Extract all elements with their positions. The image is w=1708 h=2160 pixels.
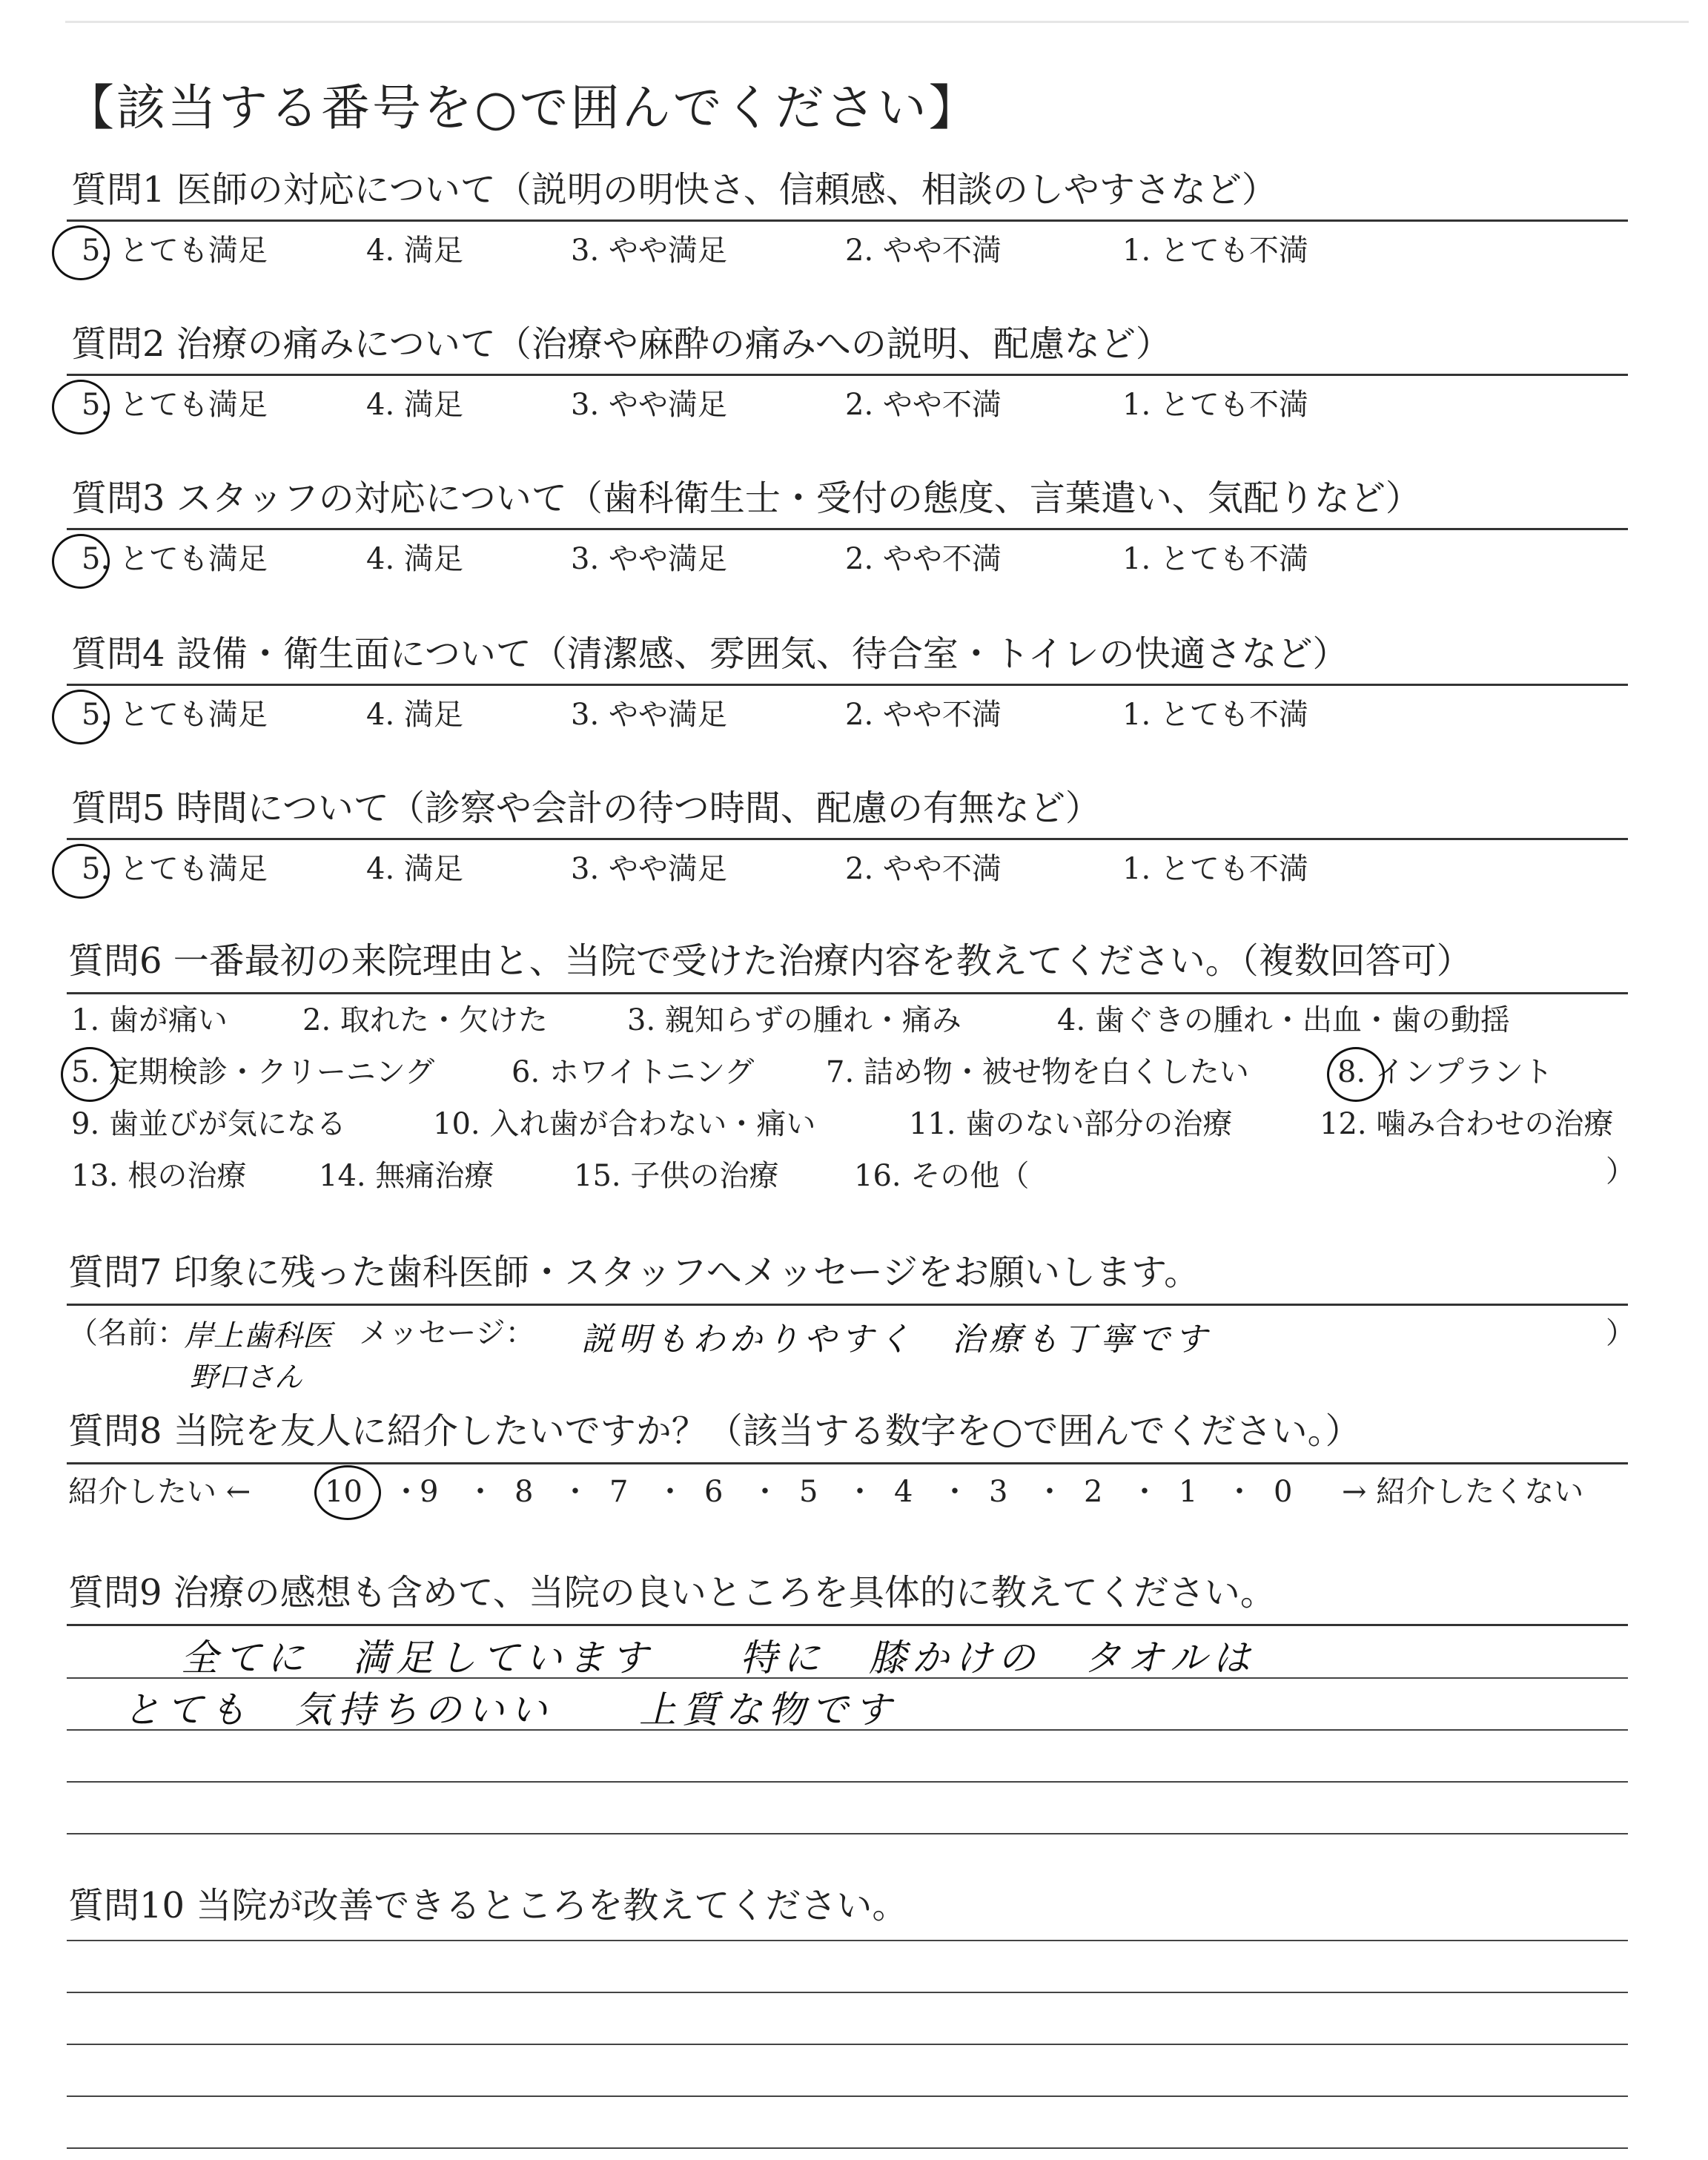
q9-label: 質問9 治療の感想も含めて、当院の良いところを具体的に教えてください。 <box>68 1572 1276 1614</box>
q7-name-prefix: （名前： <box>68 1316 187 1350</box>
q6-option[interactable]: 2. 取れた・欠けた <box>302 1003 548 1037</box>
q8-scale-7[interactable]: 7 <box>609 1475 629 1509</box>
q8-scale-0[interactable]: 0 <box>1274 1475 1293 1509</box>
q8-scale-separator: ・ <box>391 1475 421 1509</box>
q8-scale-separator: ・ <box>940 1475 970 1509</box>
q1-option-3[interactable]: 3. やや満足 <box>571 234 727 268</box>
q2-rule <box>67 374 1628 376</box>
q1-option-4[interactable]: 4. 満足 <box>366 234 463 268</box>
q2-option-3[interactable]: 3. やや満足 <box>571 388 727 422</box>
q6-option[interactable]: 1. 歯が痛い <box>71 1003 228 1037</box>
q8-scale-2[interactable]: 2 <box>1084 1475 1103 1509</box>
q6-option[interactable]: 3. 親知らずの腫れ・痛み <box>627 1003 961 1037</box>
q3-selection-circle <box>52 534 110 589</box>
q6-option[interactable]: 4. 歯ぐきの腫れ・出血・歯の動揺 <box>1057 1003 1510 1037</box>
q2-option-2[interactable]: 2. やや不満 <box>845 388 1002 422</box>
scan-edge-line <box>65 21 1689 23</box>
q6-option[interactable]: 13. 根の治療 <box>71 1159 247 1193</box>
q2-option-1[interactable]: 1. とても不満 <box>1122 388 1308 422</box>
q9-answer-handwritten-1[interactable]: 全てに 満足しています 特に 膝かけの タオルは <box>181 1636 1256 1680</box>
q8-scale-5[interactable]: 5 <box>799 1475 818 1509</box>
page-title: 【該当する番号を○で囲んでください】 <box>65 79 980 136</box>
q6-option[interactable]: 11. 歯のない部分の治療 <box>909 1107 1233 1141</box>
q4-label: 質問4 設備・衛生面について（清潔感、雰囲気、待合室・トイレの快適さなど） <box>71 633 1348 675</box>
q8-scale-separator: ・ <box>845 1475 875 1509</box>
q2-selection-circle <box>52 380 110 435</box>
q8-scale-9[interactable]: 9 <box>420 1475 439 1509</box>
q6-option[interactable]: 12. 噛み合わせの治療 <box>1320 1107 1614 1141</box>
q10-answer-line <box>67 2044 1628 2045</box>
q7-label: 質問7 印象に残った歯科医師・スタッフへメッセージをお願いします。 <box>68 1252 1200 1293</box>
q3-option-3[interactable]: 3. やや満足 <box>571 542 727 576</box>
q4-option-1[interactable]: 1. とても不満 <box>1122 698 1308 732</box>
q5-rule <box>67 838 1628 840</box>
q8-scale-separator: ・ <box>560 1475 590 1509</box>
q5-option-1[interactable]: 1. とても不満 <box>1122 852 1308 886</box>
q3-option-1[interactable]: 1. とても不満 <box>1122 542 1308 576</box>
q1-selection-circle <box>52 225 110 280</box>
q6-option[interactable]: 9. 歯並びが気になる <box>71 1107 346 1141</box>
q3-option-5[interactable]: 5. とても満足 <box>82 542 268 576</box>
q5-option-4[interactable]: 4. 満足 <box>366 852 463 886</box>
q8-left-label: 紹介したい ← <box>68 1475 251 1509</box>
q8-scale-6[interactable]: 6 <box>704 1475 724 1509</box>
q9-answer-line <box>67 1833 1628 1834</box>
q8-label: 質問8 当院を友人に紹介したいですか？（該当する数字を○で囲んでください。） <box>68 1410 1361 1452</box>
q8-scale-separator: ・ <box>750 1475 780 1509</box>
q6-selection-circle <box>61 1047 119 1102</box>
q2-option-4[interactable]: 4. 満足 <box>366 388 463 422</box>
q5-option-2[interactable]: 2. やや不満 <box>845 852 1002 886</box>
q7-rule <box>67 1304 1628 1306</box>
q6-rule <box>67 992 1628 994</box>
q6-option[interactable]: 16. その他（ <box>854 1159 1030 1193</box>
q6-option[interactable]: 7. 詰め物・被せ物を白くしたい <box>826 1055 1249 1089</box>
q1-option-1[interactable]: 1. とても不満 <box>1122 234 1308 268</box>
q9-rule <box>67 1624 1628 1626</box>
q8-scale-separator: ・ <box>1130 1475 1159 1509</box>
q8-scale-10[interactable]: 10 <box>325 1475 363 1509</box>
q9-answer-handwritten-2[interactable]: とても 気持ちのいい 上質な物です <box>123 1688 897 1731</box>
q1-label: 質問1 医師の対応について（説明の明快さ、信頼感、相談のしやすさなど） <box>71 169 1277 211</box>
q8-scale-3[interactable]: 3 <box>989 1475 1008 1509</box>
q8-selection-circle <box>314 1465 381 1520</box>
q6-label: 質問6 一番最初の来院理由と、当院で受けた治療内容を教えてください。（複数回答可） <box>68 940 1472 982</box>
q8-scale-8[interactable]: 8 <box>514 1475 534 1509</box>
q5-selection-circle <box>52 844 110 899</box>
q2-option-5[interactable]: 5. とても満足 <box>82 388 268 422</box>
q9-answer-line <box>67 1781 1628 1783</box>
q3-option-2[interactable]: 2. やや不満 <box>845 542 1002 576</box>
q4-rule <box>67 684 1628 686</box>
q10-answer-line <box>67 1992 1628 1993</box>
q5-label: 質問5 時間について（診察や会計の待つ時間、配慮の有無など） <box>71 787 1101 829</box>
q10-answer-line <box>67 1940 1628 1941</box>
q4-option-2[interactable]: 2. やや不満 <box>845 698 1002 732</box>
q3-option-4[interactable]: 4. 満足 <box>366 542 463 576</box>
q10-answer-line <box>67 2147 1628 2149</box>
q8-scale-separator: ・ <box>655 1475 685 1509</box>
q8-scale-1[interactable]: 1 <box>1179 1475 1198 1509</box>
q4-option-4[interactable]: 4. 満足 <box>366 698 463 732</box>
q3-label: 質問3 スタッフの対応について（歯科衛生士・受付の態度、言葉遣い、気配りなど） <box>71 478 1421 519</box>
q3-rule <box>67 528 1628 530</box>
q1-rule <box>67 219 1628 222</box>
q6-option[interactable]: 8. インプラント <box>1337 1055 1553 1089</box>
q6-option[interactable]: 10. 入れ歯が合わない・痛い <box>433 1107 816 1141</box>
q1-option-5[interactable]: 5. とても満足 <box>82 234 268 268</box>
q8-rule <box>67 1462 1628 1464</box>
q10-label: 質問10 当院が改善できるところを教えてください。 <box>68 1885 908 1926</box>
q5-option-5[interactable]: 5. とても満足 <box>82 852 268 886</box>
q7-name-handwritten-2[interactable]: 野口さん <box>190 1361 303 1393</box>
q6-option[interactable]: 6. ホワイトニング <box>512 1055 755 1089</box>
q6-option[interactable]: 14. 無痛治療 <box>319 1159 494 1193</box>
q7-close-paren: ） <box>1606 1316 1635 1350</box>
q6-option[interactable]: 15. 子供の治療 <box>574 1159 779 1193</box>
q6-close-paren: ） <box>1606 1155 1635 1189</box>
q8-scale-4[interactable]: 4 <box>894 1475 913 1509</box>
q4-option-5[interactable]: 5. とても満足 <box>82 698 268 732</box>
q6-option[interactable]: 5. 定期検診・クリーニング <box>71 1055 435 1089</box>
q1-option-2[interactable]: 2. やや不満 <box>845 234 1002 268</box>
q5-option-3[interactable]: 3. やや満足 <box>571 852 727 886</box>
q8-scale-separator: ・ <box>1035 1475 1065 1509</box>
q7-message-handwritten[interactable]: 説明もわかりやすく 治療も丁寧です <box>581 1321 1211 1358</box>
q8-scale-separator: ・ <box>1225 1475 1254 1509</box>
q4-option-3[interactable]: 3. やや満足 <box>571 698 727 732</box>
q10-answer-line <box>67 2095 1628 2097</box>
q2-label: 質問2 治療の痛みについて（治療や麻酔の痛みへの説明、配慮など） <box>71 323 1171 365</box>
q8-scale-separator: ・ <box>466 1475 495 1509</box>
q6-selection-circle <box>1327 1047 1385 1102</box>
q7-name-handwritten[interactable]: 岸上歯科医 <box>184 1319 332 1353</box>
q8-right-label: → 紹介したくない <box>1342 1475 1584 1509</box>
q4-selection-circle <box>52 690 110 744</box>
q7-message-label: メッセージ： <box>359 1316 535 1350</box>
